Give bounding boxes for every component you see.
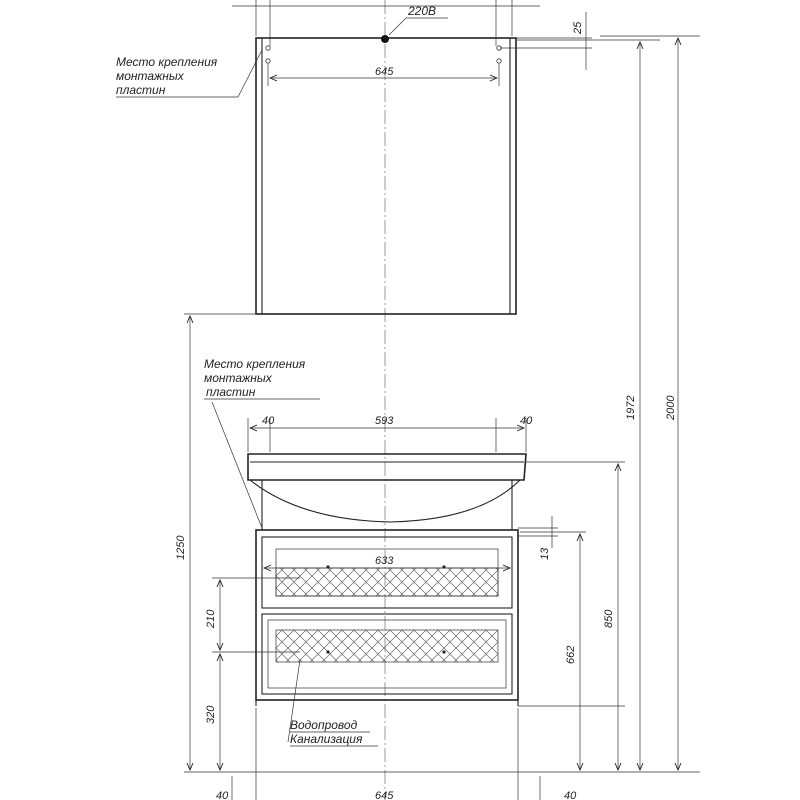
drawer-lattice-upper [276, 568, 498, 596]
mount-point-icon [266, 59, 270, 63]
drawer-lattice-lower [276, 630, 498, 662]
svg-text:Место крепления: Место крепления [204, 357, 306, 371]
dim-drawer-width: 633 [375, 555, 394, 567]
dim-bottom-left: 40 [216, 790, 229, 800]
dim-basin-right: 40 [520, 415, 533, 427]
dim-basin-width: 593 [375, 415, 394, 427]
dim-mirror-top-height: 1972 [625, 395, 637, 420]
dim-mirror-top-offset: 25 [572, 21, 584, 34]
dim-vanity-height: 850 [603, 609, 615, 628]
svg-text:пластин: пластин [206, 385, 256, 399]
power-label: 220В [408, 4, 437, 18]
dim-bottom-height: 320 [205, 705, 217, 724]
dim-mirror-plate-spacing: 645 [375, 66, 394, 78]
note-plumbing [288, 660, 378, 746]
mount-point-icon [497, 59, 501, 63]
svg-text:пластин: пластин [116, 83, 166, 97]
vanity-unit [248, 454, 526, 706]
svg-text:монтажных: монтажных [204, 371, 272, 385]
dim-basin-left: 40 [262, 415, 275, 427]
dim-gap: 13 [539, 547, 551, 560]
power-outlet-icon [381, 35, 389, 43]
dim-top-height: 662 [565, 645, 577, 664]
svg-text:Водопровод: Водопровод [290, 718, 358, 732]
svg-text:монтажных: монтажных [116, 69, 184, 83]
dim-mount-height: 1250 [175, 535, 187, 560]
dim-bottom-right: 40 [564, 790, 577, 800]
dim-drawer-height: 210 [205, 609, 217, 628]
dim-total-height: 2000 [665, 395, 677, 420]
svg-text:Канализация: Канализация [290, 732, 363, 746]
note-mirror-mount [116, 50, 262, 97]
mount-point-icon [266, 46, 270, 50]
svg-text:Место крепления: Место крепления [116, 55, 218, 69]
dim-bottom-width: 645 [375, 790, 394, 800]
